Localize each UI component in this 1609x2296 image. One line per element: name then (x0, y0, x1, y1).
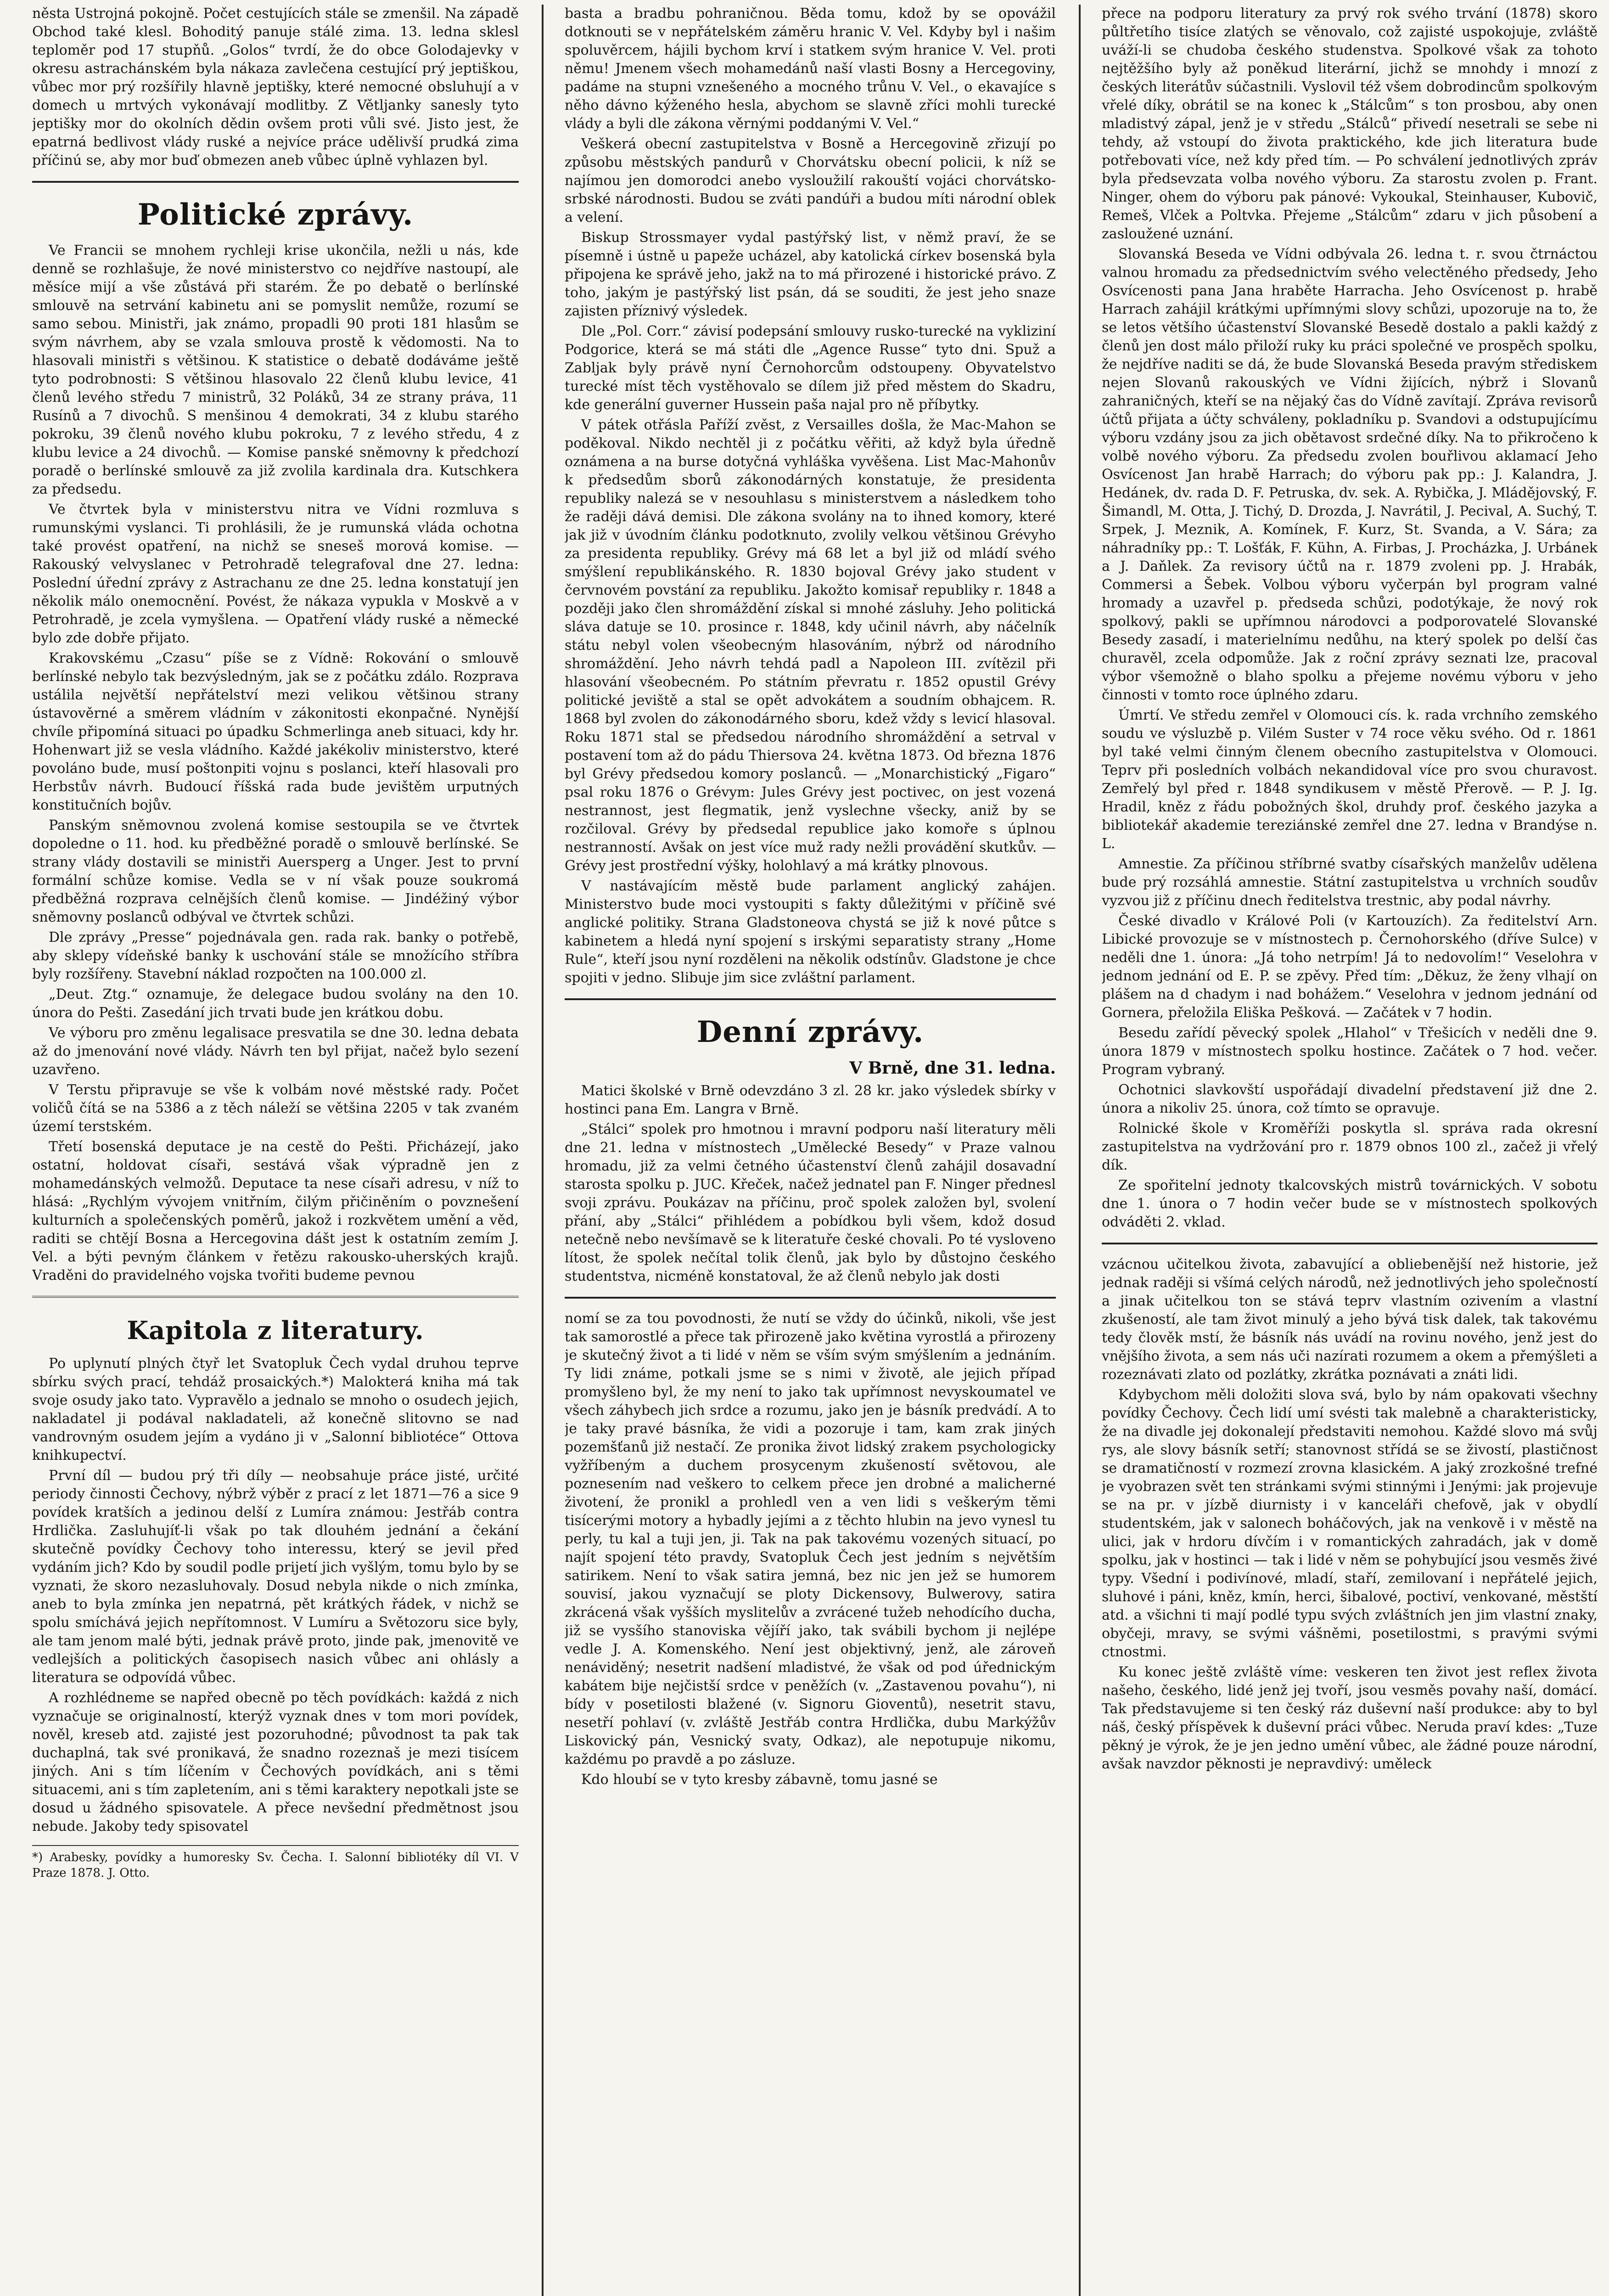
paragraph: Dle zprávy „Presse“ pojednávala gen. rada rak. banky o potřebě, aby sklepy vídeňské banky k uschování stále se množícího stříbra byly rozšířeny. Stavební náklad rozpočten na 100.000 zl. (32, 929, 519, 982)
section-divider (1102, 1243, 1598, 1244)
paragraph: basta a bradbu pohraničnou. Běda tomu, kdož by se opovážil dotknouti se v nepřátelském záměru hranic V. Vel. Kdyby byl i našim spoluvěrcem, hájili bychom krví i statkem svým hranice V. Vel. proti němu! Jmenem všech mohamedánů naší vlasti Bosny a Hercegoviny, padáme na stupni vznešeného a mocného trůnu V. Vel., o ekavajíce s něho dávno kýženého hesla, abychom se slavně zříci mohli turecké vlády a byli dle zákona věrnými poddanými V. Vel.“ (565, 6, 1056, 132)
paragraph: Veškerá obecní zastupitelstva v Bosně a Hercegovině zřizují po způsobu městských pandurů v Chorvátsku obecní policii, k níž se najímou jen domorodci anebo vysloužilí rakouští vojáci chorvátsko-srbské národnosti. Budou se zváti pandúři a budou míti národní oblek a velení. (565, 136, 1056, 225)
paragraph: Panským sněmovnou zvolená komise sestoupila se ve čtvrtek dopoledne o 11. hod. ku předběžné poradě o smlouvě berlínské. Se strany vlády dostavili se ministři Auersperg a Unger. Jest to první formální schůze komise. Vedla se v ní však pouze soukromá předběžná rozprava celnějších členů komise. — Jindéžiný výbor sněmovny poslanců odbýval ve čtvrtek schůzi. (32, 817, 519, 925)
paragraph: V Terstu připravuje se vše k volbám nové městské rady. Počet voličů čítá se na 5386 a z těch náleží se většina 2205 v tak zvaném území terstském. (32, 1082, 519, 1135)
paragraph: „Deut. Ztg.“ oznamuje, že delegace budou svolány na den 10. února do Pešti. Zasedání jich trvati bude jen krátkou dobu. (32, 986, 519, 1021)
paragraph: přece na podporu literatury za prvý rok svého trvání (1878) skoro půltřetího tisíce zlatých se věnovalo, což zajisté uspokojuje, zvláště uváží-li se chudoba českého studenstva. Spolkové však za tohoto nejtěžšího byly až poněkud literární, jichž se mnohdy i mnozí z českých literátův súčastnili. Vyslovil též všem dobrodincům spolkovým vřelé díky, obrátil se na konec k „Stálcům“ s ton prosbou, aby onen mladistvý zápal, jenž je v středu „Stálců“ přivedí nesetrali se sebe ni tehdy, až vstoupí do života praktického, kde jich literatura bude potřebovati více, než kdy před tím. — Po schválení jednotlivých zpráv byla předsevzata volba nového výboru. Za starostu zvolen p. Frant. Ninger, ohem do výboru pak pánové: Vykoukal, Steinhauser, Kubovič, Remeš, Vlček a Poltvka. Přejeme „Stálcům“ zdaru v jich působení a zasloužené uznání. (1102, 6, 1598, 242)
paragraph: Kdo hloubí se v tyto kresby zábavně, tomu jasné se (581, 1772, 938, 1788)
paragraph: „Stálci“ spolek pro hmotnou i mravní podporu naší literatury měli dne 21. ledna v místnostech „Umělecké Besedy“ v Praze valnou hromadu, již za velmi četného účastenství členů zahájil dosavadní starosta spolku p. JUC. Křeček, načež jednatel pan F. Ninger přednesl svoji zprávu. Poukázav na příčinu, proč spolek založen byl, svolení přání, aby „Stálci“ přihlédem a pobídkou byli všem, kdož dosud netečně nebo nevšímavě se k literatuře české chovali. Po té vysloveno lítost, že spolek nečítal tolik členů, jak bylo by důstojno českého studentstva, nicméně konstatoval, že až členů nebylo jak dosti (565, 1121, 1056, 1284)
paragraph: Třetí bosenská deputace je na cestě do Pešti. Přicházejí, jako ostatní, holdovat císaři, sestává však výpradně jen z mohamedánských velmožů. Deputace ta nese císaři adresu, v níž to hlásá: „Rychlým vývojem vnitřním, čilým přičiněním o povznešení kulturních a společenských poměrů, jakož i rozkvětem umění a věd, raditi se chtějí Bosna a Hercegovina dášt jest k ostatním zemím J. Vel. a býti pevným článkem v řetězu rakousko-uherských krajů. Vraděni do pravidelného vojska tvořiti budeme pevnou (32, 1139, 519, 1283)
column-rule-2 (1079, 5, 1081, 2296)
paragraph: Ve Francii se mnohem rychleji krise ukončila, nežli u nás, kde denně se rozhlašuje, že nové ministerstvo co nejdříve nastoupí, ale měsíce mijí a vše zůstává při starém. Že po debatě o berlínské smlouvě na setrvání kabinetu ani se pomyslit nemůže, rozumí se samo sebou. Ministři, jak známo, propadli 90 proti 181 hlasům se svým návrhem, aby se vzala smlouva prostě k vědomosti. Na to hlasovali ministři s většinou. K statistice o debatě dodáváme ještě tyto podrobnosti: S většinou hlasovalo 22 členů klubu levice, 41 členů levého středu 7 ministrů, 32 Poláků, 34 ze strany práva, 11 Rusínů a 7 divochů. S menšinou 4 demokrati, 34 z klubu starého pokroku, 39 členů nového klubu pokroku, 7 z levého středu, 4 z klubu levice a 24 divochů. — Komise panské sněmovny k předchozí poradě o berlínské smlouvě za již zvolila kardinala dra. Kutschkera za předsedu. (32, 242, 519, 497)
paragraph: Krakovskému „Czasu“ píše se z Vídně: Rokování o smlouvě berlínské nebylo tak bezvýsledným, jak se z počátku zdálo. Rozprava ustálila největší nepřátelství mezi velikou většinou strany ústavověrné a směrem vládním v zákonitosti ekonpačné. Nynější chvíle připomíná situaci po úpadku Schmerlinga aneb situaci, kdy hr. Hohenwart již se vesla vládního. Každé jakékoliv ministerstvo, které povoláno bude, musí poštonpiti vojnu s poslanci, kteří hlasovali pro Herbstův návrh. Budoucí říšská rada bude jevištěm urputných konstitučních bojův. (32, 650, 519, 813)
section-divider (32, 1296, 519, 1300)
paragraph: Besedu zařídí pěvecký spolek „Hlahol“ v Třešicích v neděli dne 9. února 1879 v místnostech spolku hostince. Začátek o 7 hod. večer. Program vybraný. (1102, 1025, 1598, 1078)
paragraph: Ve čtvrtek byla v ministerstvu nitra ve Vídni rozmluva s rumunskými vyslanci. Ti prohlásili, že je rumunská vláda ochotna také provést opatření, na nichž se sneseš morová komise. — Rakouský velvyslanec v Petrohradě telegrafoval dne 27. ledna: Poslední úřední zprávy z Astrachanu ze dne 25. ledna konstatují jen několik málo onemocnění. Povést, že nákaza vypukla v Moskvě a v Petrohradě, je zcela vymyšlena. — Opatření vlády ruské a německé bylo zde dobře přijato. (32, 501, 519, 646)
section-title-kapitola: Kapitola z literatury. (127, 1316, 424, 1345)
column-left (32, 5, 519, 2296)
column-middle (565, 5, 1056, 2296)
paragraph: Po uplynutí plných čtyř let Svatopluk Čech vydal druhou teprve sbírku svých prací, tehdáž prosaických.*) Malokterá kniha má tak svoje osudy jako tato. Vypravělo a jednalo se mnoho o osudech jejich, nakladatel ji podával nakladateli, až konečně slitovno se nad vandrovným osudem jejím a vydáno ji v „Salonní bibliotéce“ Ottova knihkupectví. (32, 1356, 519, 1463)
paragraph: Dle „Pol. Corr.“ závisí podepsání smlouvy rusko-turecké na vykliziní Podgorice, která se má státi dle „Agence Russe“ tyto dni. Spuž a Zabljak byly právě nyní Černohorcům odstoupeny. Obyvatelstvo turecké míst těch vystěhovalo se dílem již před městem do Skadru, kde generální guverner Hussein paša najal pro ně příbytky. (565, 323, 1056, 413)
section-divider (32, 181, 519, 183)
section-title-denni: Denní zprávy. (696, 1015, 924, 1049)
paragraph: Kdybychom měli doložiti slova svá, bylo by nám opakovati všechny povídky Čechovy. Čech lidí umí svésti tak malebně a charakteristicky, že na divadle jej dokonalejí představiti nemohou. Každé slovo má svůj rys, ale slovy básník setří; stanovnost střídá se se živostí, plastičnost se dramatičností v rozmezí zrovna klasickém. A jaký zrozkošné trefné je vyobrazen svět ten stránkami svými stinnými i Jenými: jak projevuje se na pr. v jízbě diurnisty i v kanceláři chefově, jak v obydlí studentském, jak v salonech boháčových, jak na venkově i v městě na ulici, jak v hrdoru dívčím i v romantických zahradách, jak v domě spolku, jak v hostinci — tak i lidé v něm se pohybující jsou vesměs živé typy. Všední i podivínové, mladí, staří, zemilovaní i nepřátelé jejich, sluhové i páni, kněz, kmín, herci, šibalové, poctiví, venkované, městští atd. a všichni ti mají podlé typu svých zvláštních jen jim vlastní znaky, obyčeji, mravy, se svými vášněmi, posetilostmi, s pravými svými ctnostmi. (1102, 1387, 1598, 1660)
paragraph: Ze spořitelní jednoty tkalcovských mistrů továrnických. V sobotu dne 1. února o 7 hodin večer bude se v místnostech spolkových odváděti 2. vklad. (1102, 1177, 1598, 1230)
column-right (1102, 5, 1598, 2296)
newspaper-page (32, 5, 1607, 2296)
paragraph: Matici školské v Brně odevzdáno 3 zl. 28 kr. jako výsledek sbírky v hostinci pana Em. Langra v Brně. (565, 1083, 1056, 1117)
paragraph: A rozhlédneme se napřed obecně po těch povídkách: každá z nich vyznačuje se originalností, kterýž vyznak dnes v tom mori povídek, nověl, kreseb atd. zajisté jest pozoruhodné; původnost ta pak tak duchaplná, tak své pronikavá, že snadno rozeznaš je mezi tisícem jiných. Ani s tím líčením v Čechových povídkách, ani s těmi situacemi, ani s tím zapletením, ani s těmi karaktery nepotkali jste se dosud u žádného spisovatele. A přece nevšední předmětnost jsou nebude. Jakoby tedy spisovatel (32, 1690, 519, 1835)
paragraph: nomí se za tou povodnosti, že nutí se vždy do účinků, nikoli, vše jest tak samorostlé a přece tak přirozeně jako květina vyrostlá a přirozeny je skutečný život a ti lidé v něm se vším svým smýšlením a jednáním. Ty lidi známe, potkali jsme se s nimi v životě, ale jejich případ promyšleno byl, že my není to jako tak upřímnost nevyskoumatel ve všech záhybech jich srdce a rozumu, jako jen je básník predvádí. A to je taky pravé básníka, že vidi a pozoruje i tam, kam zrak jiných pozemšťanů již nestačí. Ze pronika život lidský zrakem psychologicky vyžříbeným a duchem prosycenym zkušeností světovou, ale poznesením nad veškero to celkem přece jen drobné a malicherné životení, že pronikl a prohledl ven a ven lidi s veškerým těmi tisícerými motory a hybadly jejími a z těchto hlubin na jevo vynesl tu perly, tu kal a tuji jen, ji. Tak na pak takovému vozených situací, po najít spojení této pravdy, Svatopluk Čech jest jedním s největším satirikem. Není to však satira jemná, bez nic jen jež se humorem souvisí, jakou vyznačují se ploty Dickensovy, Bulwerovy, satira zkrácená však vyšších myslitelův a zvrácené tužeb nehodícího ducha, již se vysšího stanoviska vějíří jako, tak svábili bychom ji nejlépe vedle J. A. Komenského. Není jest objektivný, jenž, ale zároveň nenáviděný; nesetrit nadšení mladistvé, že však od pod úřednickým kabátem bije nejčistší srdce v peněžích (v. „Zastavenou povahu“), ni bídy v posetilosti blažené (v. Signoru Gioventů), nesetrit stavu, nesetří pohlaví (v. zvláště Jestřáb contra Hrdlička, dubu Markýžův Liskovický pán, Vesnický svaty, Odkaz), ale nepotupuje nikomu, každému po pravdě a po zásluze. (565, 1311, 1056, 1767)
paragraph: Rolnické škole v Kroměříži poskytla sl. správa rada okresní zastupitelstva na vydržování pro r. 1879 obnos 100 zl., začež ji vřelý dík. (1102, 1120, 1598, 1173)
paragraph: V pátek otřásla Paříží zvěst, z Versailles došla, že Mac-Mahon se poděkoval. Nikdo nechtěl ji z počátku věřiti, až když byla úředně oznámena a na burse dotyčná vyhláška vyvěšena. List Mac-Mahonův k předsedům sborů zákonodárných konstatuje, že presidenta republiky nalezá se v nesouhlasu s ministerstvem a následkem toho že raději dává demisi. Dle zákona svolány na to ihned komory, které jak již v úvodním článku podotknuto, zvolily velkou většinou Grévyho za presidenta republiky. Grévy má 68 let a byl již od mládí svého smýšlení republikánského. R. 1830 bojoval Grévy jako student v červnovém povstání za republiku. Jakožto komisař republiky r. 1848 a později jako člen shromáždění získal si mnohé zásluhy. Jeho politická sláva datuje se 10. prosince r. 1848, kdy učinil návrh, aby náčelník státu nebyl volen všeobecným hlasováním, nýbrž od národního shromáždění. Jeho návrh tehdá padl a Napoleon III. zvítězil při hlasování všeobecném. Po státním převratu r. 1852 opustil Grévy politické jeviště a stal se opět advokátem a soudním obhajcem. R. 1868 byl zvolen do zákonodárného sboru, kdež vždy s levicí hlasoval. Roku 1871 stal se předsedou národního shromáždění a setrval v postavení tom až do pádu Thiersova 24. května 1873. Od března 1876 byl Grévy předsedou komory poslanců. — „Monarchistický „Figaro“ psal roku 1876 o Grévym: Jules Grévy jest poctivec, on jest vozená nestrannost, jest flegmatik, jenž vyslechne všecky, aniž by se rozčiloval. Grévy by předsedal republice jako komoře s úplnou nestranností. Avšak on jest více muž rady nežli provádění skutkův. — Grévy jest prostřední výšky, holohlavý a má krátky plnovous. (565, 417, 1056, 874)
section-divider (565, 1297, 1056, 1299)
paragraph: Ve výboru pro změnu legalisace presvatila se dne 30. ledna debata až do jmenování nové vlády. Návrh ten byl přijat, načež bylo sezení uzavřeno. (32, 1025, 519, 1078)
paragraph: Ku konec ještě zvláště víme: veskeren ten život jest reflex života našeho, českého, lidé jenž jej tvoří, jsou vesměs povahy naší, domácí. Tak představujeme si ten český ráz duševní naší produkce: aby to byl náš, český příspěvek k duševní práci vůbec. Neruda praví kdes: „Tuze pěkný je výrok, že je jen jedno umění vůbec, ale žádné pouze národní, avšak navzdor pěknosti je nepravdivý: uměleck (1102, 1664, 1598, 1772)
paragraph: Ochotnici slavkovští uspořádají divadelní představení již dne 2. února a nikoliv 25. února, což tímto se opravuje. (1102, 1082, 1598, 1116)
footnote: *) Arabesky, povídky a humoresky Sv. Čecha. I. Salonní bibliotéky díl VI. V Praze 1878. J. Otto. (32, 1845, 519, 1881)
column-rule-1 (542, 5, 544, 2296)
paragraph: Biskup Strossmayer vydal pastýřský list, v němž praví, že se písemně i ústně u papeže ucházel, aby katolická církev bosenská byla připojena ke správě jeho, jakž na to má přirozené i historické právo. Z toho, jakým je pastýřský list psán, dá se souditi, že jest jeho snaze zajisten příznivý výsledek. (565, 230, 1056, 319)
paragraph: První díl — budou prý tři díly — neobsahuje práce jisté, určité periody činnosti Čechovy, nýbrž výběr z prací z let 1871—76 a sice 9 povídek kratších a jedinou delší z Lumíra známou: Jestřáb contra Hrdlička. Zasluhujíť-li však po tak dlouhém jednání a čekání skutečně povídky Čechovy toho interessu, který se jevil před vydáním jich? Kdo by soudil podle prijetí jich vyšlým, tomu bylo by se vyznati, že skoro nezasluhovaly. Dosud nebyla nikde o nich zmínka, aneb to byla zmínka jen nepatrná, pět krátkých řádek, v nichž se spolu smíchává jejich nepřítomnost. V Lumíru a Světozoru sice byly, ale tam jenom malé býti, jednak právě proto, jinde pak, jmenovitě ve vedlejších a politických časopisech nasich vůbec ani ohlásly a literatura se odpovídá vůbec. (32, 1468, 519, 1686)
paragraph: něsta Ustrojná pokojně. Počet cestujících stále se zmenšil. Na západě Obchod také klesl. Bohoditý panuje stálé zima. 13. ledna sklesl teploměr pod 17 stupňů. „Golos“ tvrdí, že do obce Golodajevky v okresu astrachánském byla nákaza zavlečena cestující prý jeptiškou, vůbec mor prý rozšířily hlavně jeptišky, které nemocné obsluhují a v domech u mrtvých vykonávají modlitby. Z Větljanky sanesly tyto jeptišky mor do okolních dědin ovšem proti vůli své. Jisto jest, že epatrná bedlivost vlády ruské a nejvíce práce udělivší prudká zima příčinú se, aby mor buď obmezen aneb vůbec úplně vyhlazen byl. (32, 6, 519, 169)
dateline: V Brně, dne 31. ledna. (849, 1058, 1056, 1078)
paragraph: Slovanská Beseda ve Vídni odbývala 26. ledna t. r. svou čtrnáctou valnou hromadu za předsednictvím svého velectěného předsedy, Jeho Osvícenosti pana Jana hraběte Harracha. Jeho Osvícenost p. hrabě Harrach zahájil krátkými upřímnými slovy schůzi, upozoruje na to, že se letos většího účastenství Slovanské Besedě dostalo a pakli každý z členů jen dost málo přiloží ruky ku práci společné ve prospěch spolku, že nejdříve naditi se dá, že bude Slovanská Beseda pravým střediskem nejen Slovanů rakouských ve Vídni žijících, nýbrž i Slovanů zahraničných, kteří se na nějaký čas do Vídně zavítají. Zpráva revisorů účtů přijata a účty schváleny, pokladníku p. Svandovi a odstupujícímu výboru vzdány jsou za jich obětavost srdečné díky. Na to přikročeno k volbě nového výboru. Za předsedu zvolen bouřlivou aklamací Jeho Osvícenost Jan hrabě Harrach; do výboru pak pp.: J. Kalandra, J. Hedánek, dv. rada D. F. Petruska, dv. sek. A. Rybička, J. Mládějovský, F. Šimandl, M. Otta, J. Tichý, D. Drozda, J. Navrátil, J. Pecival, A. Suchý, T. Srpek, J. Meznik, A. Komínek, F. Kurz, St. Svanda, a V. Sára; za náhradníky pp.: T. Lošťák, F. Kühn, A. Firbas, J. Procházka, J. Urbánek a J. Daňlek. Za revisory účtů na r. 1879 zvoleni pp. J. Hrabák, Commersi a Šebek. Volbou výboru vyčerpán byl program valné hromady a uzavřel p. předseda schůzi, podotýkaje, že nový rok spolkový, pakli se upřímnou národovci a podporovatelé Slovanské Besedy zasadí, i materielnímu nedůhu, na který spolek po delší čas churavěl, zcela odpomůže. Jak z roční zprávy seznati lze, pracoval výbor všemožně o blaho spolku a přejeme novému výboru v jeho činnosti v tomto roce úplného zdaru. (1102, 246, 1598, 703)
section-divider (565, 998, 1056, 1000)
paragraph: vzácnou učitelkou života, zabavující a obliebenější než historie, jež jednak raději si všímá celých národů, než jednotlivých jeho společností a jinak učitelkou ton se stává teprv vlastním ozivením a vlastní zkušeností, ale tam život minulý a jeho bývá tisk dalek, tak takovému tedy člověk mstí, že básník nás uvádí na rovinu nového, jenž jest do vnějšího života, a sem nás uči nazírati rozumem a okem a přemýšleti a rozeznávati zlato od pozlátky, zkrátka poznávati a znáti lidi. (1102, 1256, 1598, 1383)
section-title-politicke: Politické zprávy. (137, 197, 414, 232)
paragraph: Amnestie. Za příčinou stříbrné svatby císařských manželův udělena bude prý rozsáhlá amnestie. Státní zastupitelstva u vrchních soudův vyzvou již z příčinu dnech ředitelstva trestnic, aby podal návrhy. (1102, 856, 1598, 909)
paragraph: České divadlo v Králové Poli (v Kartouzích). Za ředitelství Arn. Libické provozuje se v místnostech p. Černohorského (dříve Sulce) v neděli dne 1. února: „Já toho netrpím! Já to nedovolím!“ Veselohra v jednom jednání od E. P. se zpěvy. Před tím: „Děkuz, že ženy vlhají on plášem na d chadym i nad bohážem.“ Veselohra v jednom jednání od Gornera, přeložila Eliška Pešková. — Začátek v 7 hodin. (1102, 913, 1598, 1021)
paragraph: Úmrtí. Ve středu zemřel v Olomouci cís. k. rada vrchního zemského soudu ve výsluzbě p. Vilém Suster v 74 roce věku svého. Od r. 1861 byl také velmi činným členem obecního zastupitelstva v Olomouci. Teprv při posledních volbách nekandidoval více pro svou churavost. Zemřelý byl před r. 1848 syndikusem v městě Přerově. — P. J. Ig. Hradil, kněz z řádu pobožných škol, druhdy prof. českého jazyka a bibliotekář akademie tereziánské zemřel dne 27. ledna v Brandýse n. L. (1102, 707, 1598, 852)
paragraph: V nastávajícím městě bude parlament anglický zahájen. Ministerstvo bude moci vystoupiti s fakty důležitými v příčině své anglické politiky. Strana Gladstoneova chystá se již k nové půtce s kabinetem a hledá nyní spojení s irskými separatisty strany „Home Rule“, kteří jsou nyní rozděleni na několik odstínův. Gladstone je chce spojiti v jedno. Slibuje jim sice zvláštní parlament. (565, 878, 1056, 986)
